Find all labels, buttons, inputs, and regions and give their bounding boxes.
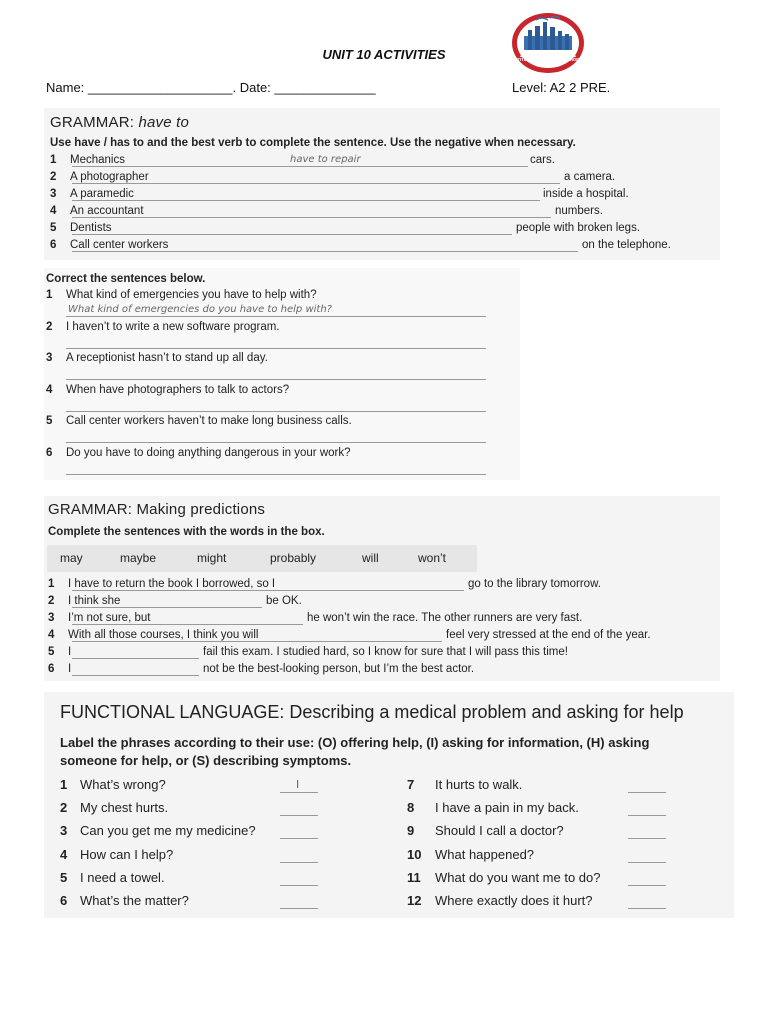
sentence-end: be OK. xyxy=(266,595,302,607)
sentence-end: not be the best-looking person, but I’m the best actor. xyxy=(203,663,475,675)
item-number: 5 xyxy=(46,415,53,427)
incorrect-sentence: When have photographers to talk to actors? xyxy=(66,383,290,396)
answer-line[interactable] xyxy=(72,607,262,608)
sentence-start: Dentists xyxy=(70,222,112,234)
phrase: I have a pain in my back. xyxy=(435,800,579,816)
grammar-have-to-instruction: Use have / has to and the best verb to complete the sentence. Use the negative when necessary. xyxy=(50,137,576,149)
item-number: 3 xyxy=(60,823,68,839)
phrase: I need a towel. xyxy=(80,869,165,885)
sentence-start: I xyxy=(68,646,72,658)
sentence-end: go to the library tomorrow. xyxy=(468,578,601,590)
phrase: What’s the matter? xyxy=(80,893,189,908)
sentence-start: Mechanics xyxy=(70,154,125,166)
answer-line[interactable] xyxy=(72,251,578,252)
label-line[interactable] xyxy=(628,885,666,886)
label-line[interactable] xyxy=(280,792,318,793)
svg-text:INSTITUTO ACADÉMICO DE IDIOMAS: INSTITUTO ACADÉMICO DE IDIOMAS xyxy=(510,57,586,62)
phrase: Can you get me my medicine? xyxy=(80,823,256,839)
label-line[interactable] xyxy=(280,862,318,863)
item-number: 5 xyxy=(60,869,68,885)
item-number: 2 xyxy=(48,595,55,607)
answer-line[interactable] xyxy=(72,234,512,235)
item-number: 6 xyxy=(60,893,68,908)
item-number: 11 xyxy=(407,869,421,885)
answer-text: have to repair xyxy=(290,154,361,165)
item-number: 2 xyxy=(50,171,57,183)
answer-line[interactable] xyxy=(72,166,528,167)
phrase: How can I help? xyxy=(80,846,174,862)
answer-line[interactable] xyxy=(72,590,464,591)
grammar-have-to-title: GRAMMAR: have to xyxy=(50,114,190,131)
item-number: 1 xyxy=(50,154,57,166)
correction-line[interactable] xyxy=(66,379,486,380)
item-number: 1 xyxy=(48,578,55,590)
label-line[interactable] xyxy=(628,838,666,839)
item-number: 10 xyxy=(407,846,422,862)
sentence-end: on the telephone. xyxy=(582,239,671,251)
label-line[interactable] xyxy=(280,908,318,909)
answer-line[interactable] xyxy=(72,217,551,218)
box-word: maybe xyxy=(120,551,157,565)
label-line[interactable] xyxy=(628,792,666,793)
functional-instruction-1: Label the phrases according to their use: (O) offering help, (I) asking for information, (H) asking xyxy=(60,735,650,750)
item-number: 4 xyxy=(50,205,57,217)
item-number: 3 xyxy=(48,612,55,624)
sentence-start: A paramedic xyxy=(70,188,134,200)
item-number: 4 xyxy=(60,846,68,862)
sentence-end: numbers. xyxy=(555,205,603,217)
sentence-end: he won’t win the race. The other runners are very fast. xyxy=(307,612,583,624)
box-word: won’t xyxy=(418,551,447,565)
answer-line[interactable] xyxy=(72,641,442,642)
phrase: What’s wrong? xyxy=(80,777,166,792)
label-line[interactable] xyxy=(628,862,666,863)
correction-text: What kind of emergencies do you have to help with? xyxy=(68,304,332,315)
worksheet-title: UNIT 10 ACTIVITIES xyxy=(322,47,446,62)
item-number: 5 xyxy=(50,222,57,234)
functional-instruction-2: someone for help, or (S) describing symptoms. xyxy=(60,753,352,768)
phrase: It hurts to walk. xyxy=(435,777,523,792)
sentence-start: An accountant xyxy=(70,205,144,217)
answer-line[interactable] xyxy=(72,183,560,184)
incorrect-sentence: What kind of emergencies you have to help with? xyxy=(66,289,317,301)
box-word: might xyxy=(197,551,227,565)
predictions-title: GRAMMAR: Making predictions xyxy=(48,501,266,518)
correction-line[interactable] xyxy=(66,316,486,317)
correction-line[interactable] xyxy=(66,442,486,443)
sentence-end: fail this exam. I studied hard, so I know for sure that I will pass this time! xyxy=(203,646,568,658)
box-word: will xyxy=(362,551,379,565)
incorrect-sentence: Do you have to doing anything dangerous in your work? xyxy=(66,446,351,459)
incorrect-sentence: A receptionist hasn’t to stand up all day. xyxy=(66,352,268,364)
sentence-start: With all those courses, I think you will xyxy=(68,629,259,641)
sentence-start: I’m not sure, but xyxy=(68,612,151,624)
level-label: Level: A2 2 PRE. xyxy=(512,80,611,95)
item-number: 1 xyxy=(46,289,53,301)
sentence-end: cars. xyxy=(530,154,555,166)
item-number: 5 xyxy=(48,646,55,658)
sentence-end: feel very stressed at the end of the year. xyxy=(446,629,651,641)
label-line[interactable] xyxy=(628,908,666,909)
item-number: 3 xyxy=(50,188,57,200)
phrase: Where exactly does it hurt? xyxy=(435,893,593,908)
label-answer: I xyxy=(296,778,300,791)
item-number: 3 xyxy=(46,352,53,364)
incorrect-sentence: Call center workers haven’t to make long business calls. xyxy=(66,415,352,427)
name-date-line: Name: ____________________. Date: ______________ xyxy=(46,80,376,95)
incorrect-sentence: I haven’t to write a new software program. xyxy=(66,320,280,333)
correction-line[interactable] xyxy=(66,411,486,412)
correction-line[interactable] xyxy=(66,348,486,349)
sentence-end: a camera. xyxy=(564,171,616,183)
sentence-start: I have to return the book I borrowed, so I xyxy=(68,578,276,590)
box-word: probably xyxy=(270,551,317,565)
label-line[interactable] xyxy=(280,885,318,886)
sentence-end: inside a hospital. xyxy=(543,188,629,200)
answer-line[interactable] xyxy=(72,675,199,676)
item-number: 2 xyxy=(46,320,53,333)
phrase: Should I call a doctor? xyxy=(435,823,564,839)
answer-line[interactable] xyxy=(72,658,199,659)
item-number: 7 xyxy=(407,777,415,792)
box-word: may xyxy=(60,551,83,565)
sentence-start: I think she xyxy=(68,595,121,607)
label-line[interactable] xyxy=(280,815,318,816)
sentence-start: I xyxy=(68,663,72,675)
item-number: 6 xyxy=(50,239,57,251)
item-number: 6 xyxy=(48,663,55,675)
phrase: My chest hurts. xyxy=(80,800,169,816)
item-number: 9 xyxy=(407,823,415,839)
sentence-start: A photographer xyxy=(70,171,149,183)
correct-sentences-instruction: Correct the sentences below. xyxy=(46,273,206,285)
item-number: 2 xyxy=(60,800,68,816)
sentence-start: Call center workers xyxy=(70,239,169,251)
label-line[interactable] xyxy=(280,838,318,839)
item-number: 8 xyxy=(407,800,415,816)
item-number: 12 xyxy=(407,893,422,908)
answer-line[interactable] xyxy=(72,200,540,201)
label-line[interactable] xyxy=(628,815,666,816)
item-number: 4 xyxy=(46,383,53,396)
correction-line[interactable] xyxy=(66,474,486,475)
institute-logo xyxy=(510,12,586,74)
answer-line[interactable] xyxy=(72,624,303,625)
item-number: 4 xyxy=(48,629,55,641)
predictions-instruction: Complete the sentences with the words in the box. xyxy=(48,526,325,538)
phrase: What do you want me to do? xyxy=(435,869,601,885)
phrase: What happened? xyxy=(435,846,535,862)
item-number: 6 xyxy=(46,446,53,459)
sentence-end: people with broken legs. xyxy=(516,222,641,234)
item-number: 1 xyxy=(60,777,68,792)
functional-title: FUNCTIONAL LANGUAGE: Describing a medical problem and asking for help xyxy=(60,702,684,722)
word-box xyxy=(47,545,477,572)
